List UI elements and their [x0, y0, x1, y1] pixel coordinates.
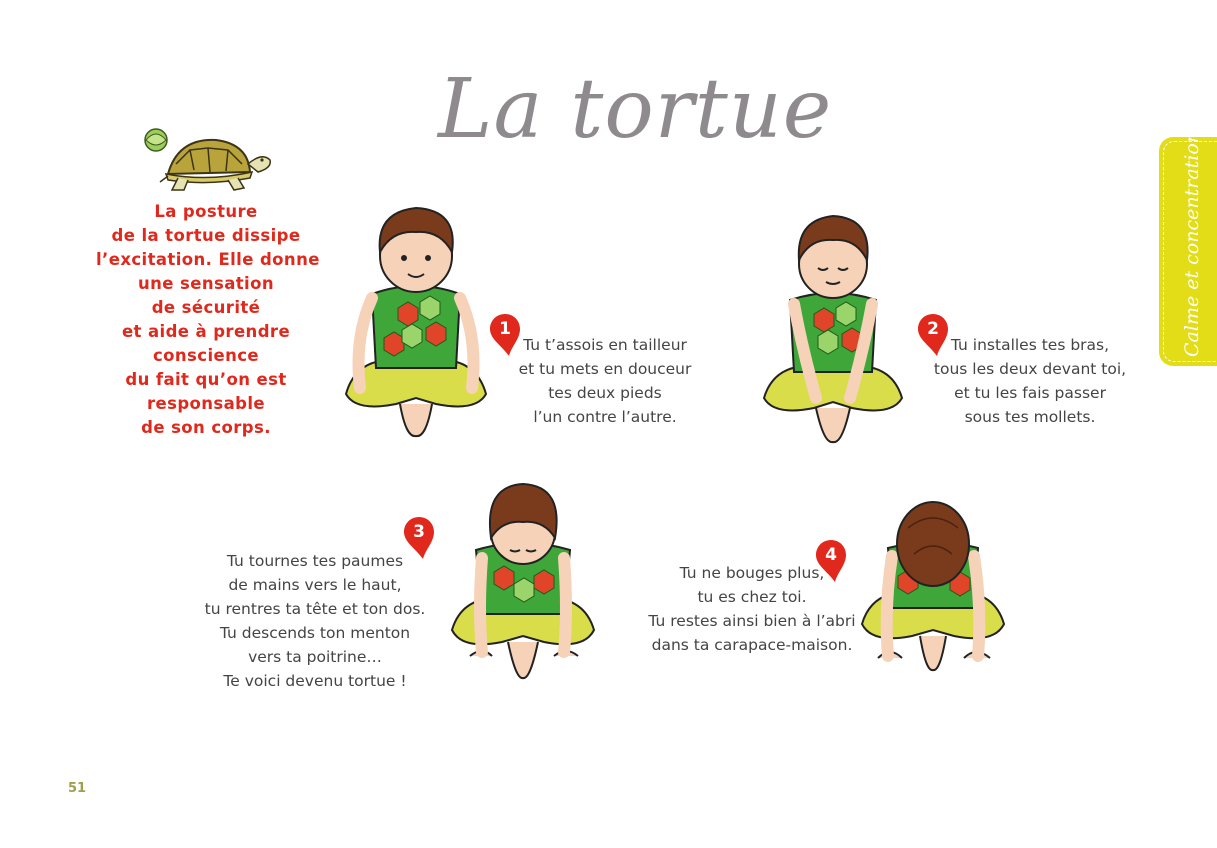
step-line: dans ta carapace-maison. [651, 636, 853, 654]
step-3-number: 3 [413, 522, 425, 542]
intro-line: une sensation [138, 274, 274, 293]
intro-line: de la tortue dissipe [111, 226, 301, 245]
step-line: Tu t’assois en tailleur [523, 336, 687, 354]
intro-line: l’excitation. Elle donne [96, 250, 320, 269]
child-illustration-step-3 [448, 480, 598, 690]
step-line: et tu les fais passer [954, 384, 1106, 402]
step-line: Tu restes ainsi bien à l’abri [648, 612, 856, 630]
step-line: tous les deux devant toi, [933, 360, 1127, 378]
lettuce-icon [145, 129, 167, 151]
chapter-tab[interactable] [1159, 130, 1217, 366]
turtle-illustration [138, 124, 273, 198]
chapter-tab-label: Calme et concentration [1181, 130, 1203, 357]
step-line: tes deux pieds [548, 384, 662, 402]
step-1-number: 1 [499, 319, 511, 339]
step-1-text [505, 333, 705, 429]
step-line: sous tes mollets. [964, 408, 1096, 426]
step-line: Te voici devenu tortue ! [223, 672, 407, 690]
child-illustration-step-4 [858, 498, 1008, 682]
step-line: tu es chez toi. [697, 588, 807, 606]
step-line: Tu ne bouges plus, [679, 564, 825, 582]
child-illustration-step-1 [336, 198, 496, 448]
step-2-number: 2 [927, 319, 939, 339]
step-line: tu rentres ta tête et ton dos. [204, 600, 426, 618]
step-line: l’un contre l’autre. [533, 408, 677, 426]
intro-line: responsable [146, 394, 266, 413]
page-title: La tortue [438, 62, 833, 157]
intro-line: de son corps. [141, 418, 271, 437]
step-line: de mains vers le haut, [228, 576, 402, 594]
intro-line: de sécurité [151, 298, 261, 317]
page-number: 51 [68, 781, 87, 796]
step-line: Tu tournes tes paumes [226, 552, 404, 570]
step-2-text [925, 333, 1135, 429]
intro-line: conscience [152, 346, 260, 365]
step-3-text [195, 549, 435, 693]
step-line: vers ta poitrine… [248, 648, 382, 666]
intro-line: et aide à prendre [121, 322, 291, 341]
step-line: Tu descends ton menton [219, 624, 411, 642]
intro-text [96, 200, 320, 440]
step-line: Tu installes tes bras, [950, 336, 1110, 354]
step-line: et tu mets en douceur [518, 360, 692, 378]
intro-line: du fait qu’on est [125, 370, 287, 389]
child-illustration-step-2 [758, 208, 908, 452]
step-4-number: 4 [825, 545, 837, 565]
step-4-text [637, 561, 867, 657]
intro-line: La posture [154, 202, 258, 221]
